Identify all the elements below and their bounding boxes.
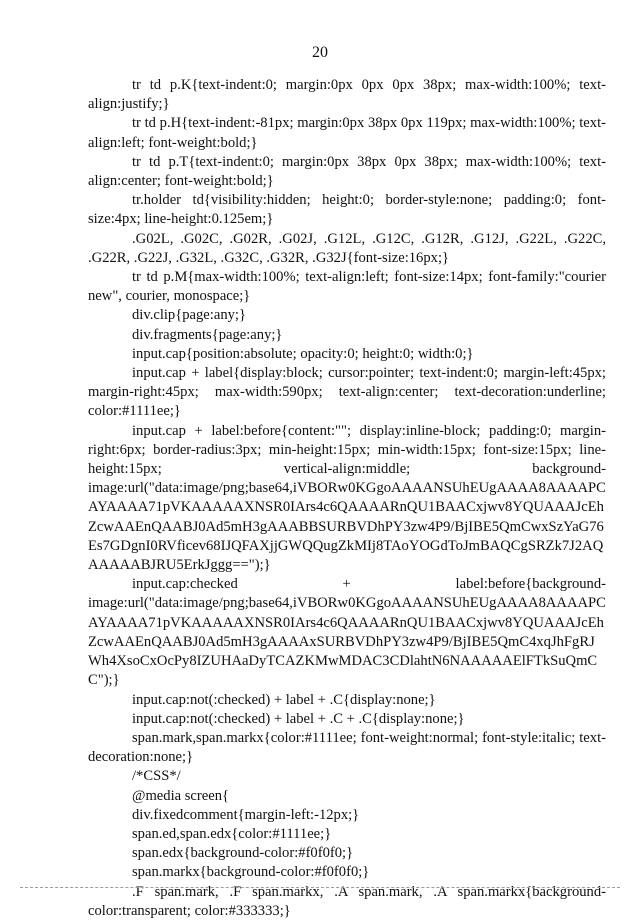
paragraph: tr.holder td{visibility:hidden; height:0; border-style:none; padding:0; font-size:4px; line-height:0.125em;} xyxy=(88,192,606,228)
paragraph: div.clip{page:any;} xyxy=(132,307,246,324)
paragraph: span.ed,span.edx{color:#1111ee;} xyxy=(132,825,332,842)
paragraph: input.cap + label{display:block; cursor:pointer; text-indent:0; margin-left:45px; margin-right:45px; max-width:590px; text-align:center; text-decoration:underline; color:#1111ee;} xyxy=(88,365,606,420)
paragraph: @media screen{ xyxy=(132,787,230,804)
paragraph: .F span.mark, .F span.markx, .A span.mark, .A span.markx{background-color:transparent; color:#333333;} xyxy=(88,883,606,919)
page-number: 20 xyxy=(312,44,328,61)
paragraph: tr td p.K{text-indent:0; margin:0px 0px 0px 38px; max-width:100%; text-align:justify;} xyxy=(88,77,606,113)
paragraph: span.markx{background-color:#f0f0f0;} xyxy=(132,864,370,881)
paragraph: input.cap + label:before{content:""; display:inline-block; padding:0; margin-right:6px; border-radius:3px; min-height:15px; min-width:15px; font-size:15px; line-height:15px; vertical-align:middle; background-image:url("data:image/png;base64,iVBORw0KGgoAAAANSUhEUgAAAA8AAAAPCAYAAAA71pVKAAAAAXNSR0IArs4c6QAAAARnQU1BAACxjwv8YQUAAAJcEhZcwAAEnQAABJ0Ad5mH3gAAABBSURBVDhPY3zw4P9/BjIBE5QmCwxSzYaG76Es7GDgnI0RVficev68IJQFAXjjGWQQugZkMIj8TAoYOGdToJmBAQCgSRZk7J2AQAAAAABJRU5ErkJggg==");} xyxy=(88,422,606,574)
paragraph: input.cap:not(:checked) + label + .C + .C{display:none;} xyxy=(132,710,465,727)
page-bottom-rule xyxy=(20,887,620,888)
paragraph: div.fragments{page:any;} xyxy=(132,326,283,343)
page-body xyxy=(88,76,606,921)
paragraph: div.fixedcomment{margin-left:-12px;} xyxy=(132,806,360,823)
paragraph: .G02L, .G02C, .G02R, .G02J, .G12L, .G12C, .G12R, .G12J, .G22L, .G22C, .G22R, .G22J, .G32L, .G32C, .G32R, .G32J{font-size:16px;} xyxy=(88,230,606,266)
paragraph: input.cap{position:absolute; opacity:0; height:0; width:0;} xyxy=(132,345,474,362)
paragraph: tr td p.M{max-width:100%; text-align:left; font-size:14px; font-family:"courier new", courier, monospace;} xyxy=(88,269,606,305)
paragraph: tr td p.T{text-indent:0; margin:0px 38px 0px 38px; max-width:100%; text-align:center; font-weight:bold;} xyxy=(88,153,606,190)
paragraph: tr td p.H{text-indent:-81px; margin:0px 38px 0px 119px; max-width:100%; text-align:left; font-weight:bold;} xyxy=(88,115,606,151)
paragraph: span.mark,span.markx{color:#1111ee; font-weight:normal; font-style:italic; text-decoration:none;} xyxy=(88,729,606,766)
paragraph: span.edx{background-color:#f0f0f0;} xyxy=(132,845,354,862)
paragraph: /*CSS*/ xyxy=(132,768,181,785)
paragraph: input.cap:checked + label:before{background-image:url("data:image/png;base64,iVBORw0KGgoAAAANSUhEUgAAAA8AAAAPCAYAAAA71pVKAAAAAXNSR0IArs4c6QAAAARnQU1BAACxjwv8YQUAAAJcEhZcwAAEnQAABJ0Ad5mH3gAAAAxSURBVDhPY3zw4P9/BjIBE5QmC4xqJhFgRJWh4XsoCxOcPy8IZUHAaDyTCAZKMwMDAC3CDlahtN6NAAAAAElFTkSuQmCC");} xyxy=(88,576,606,689)
paragraph: input.cap:not(:checked) + label + .C{display:none;} xyxy=(132,691,436,708)
